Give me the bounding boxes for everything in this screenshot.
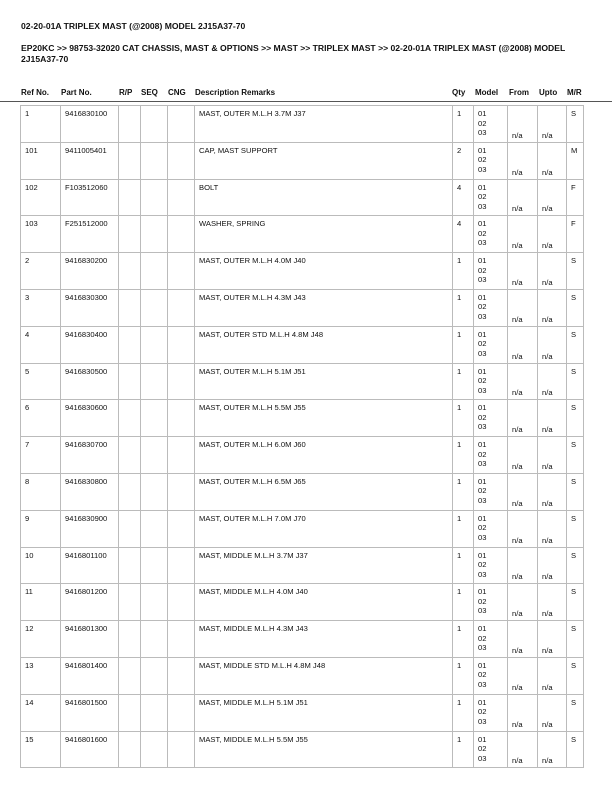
cell-desc: MAST, OUTER M.L.H 4.3M J43 bbox=[195, 289, 453, 326]
cell-rp bbox=[119, 400, 141, 437]
table-row bbox=[21, 253, 584, 290]
cell-rp bbox=[119, 179, 141, 216]
cell-from: n/a bbox=[508, 179, 538, 216]
cell-from: n/a bbox=[508, 289, 538, 326]
table-row bbox=[21, 106, 584, 143]
cell-mr: S bbox=[567, 657, 584, 694]
table-row bbox=[21, 547, 584, 584]
model-code: 01 bbox=[478, 366, 487, 376]
model-code: 01 bbox=[478, 292, 487, 302]
cell-from: n/a bbox=[508, 142, 538, 179]
cell-rp bbox=[119, 547, 141, 584]
cell-mr: S bbox=[567, 253, 584, 290]
cell-cng bbox=[168, 621, 195, 658]
model-code: 02 bbox=[478, 192, 487, 202]
cell-desc: MAST, OUTER M.L.H 7.0M J70 bbox=[195, 510, 453, 547]
cell-qty: 1 bbox=[453, 657, 474, 694]
cell-rp bbox=[119, 584, 141, 621]
cell-part: F251512000 bbox=[61, 216, 119, 253]
cell-qty: 2 bbox=[453, 142, 474, 179]
cell-rp bbox=[119, 363, 141, 400]
cell-from: n/a bbox=[508, 253, 538, 290]
cell-mr: F bbox=[567, 179, 584, 216]
cell-from: n/a bbox=[508, 584, 538, 621]
cell-ref: 13 bbox=[21, 657, 61, 694]
model-code: 01 bbox=[478, 734, 487, 744]
table-row bbox=[21, 731, 584, 768]
cell-upto: n/a bbox=[538, 547, 567, 584]
cell-upto: n/a bbox=[538, 106, 567, 143]
cell-mr: S bbox=[567, 510, 584, 547]
cell-model bbox=[474, 179, 508, 216]
cell-upto: n/a bbox=[538, 216, 567, 253]
cell-rp bbox=[119, 253, 141, 290]
model-code: 02 bbox=[478, 486, 487, 496]
cell-model bbox=[474, 657, 508, 694]
model-code: 01 bbox=[478, 587, 487, 597]
cell-cng bbox=[168, 326, 195, 363]
cell-from: n/a bbox=[508, 106, 538, 143]
model-code: 03 bbox=[478, 128, 487, 137]
model-code: 02 bbox=[478, 412, 487, 422]
cell-desc: MAST, MIDDLE M.L.H 5.5M J55 bbox=[195, 731, 453, 768]
cell-desc: WASHER, SPRING bbox=[195, 216, 453, 253]
cell-qty: 1 bbox=[453, 326, 474, 363]
cell-part: 9416801200 bbox=[61, 584, 119, 621]
page-title: 02-20-01A TRIPLEX MAST (@2008) MODEL 2J15A37-70 bbox=[21, 21, 246, 31]
cell-qty: 1 bbox=[453, 694, 474, 731]
cell-upto: n/a bbox=[538, 253, 567, 290]
cell-cng bbox=[168, 657, 195, 694]
model-code: 02 bbox=[478, 449, 487, 459]
cell-seq bbox=[141, 437, 168, 474]
cell-from: n/a bbox=[508, 437, 538, 474]
cell-mr: S bbox=[567, 694, 584, 731]
cell-model bbox=[474, 473, 508, 510]
col-seq: SEQ bbox=[141, 88, 158, 97]
table-row bbox=[21, 400, 584, 437]
cell-qty: 1 bbox=[453, 400, 474, 437]
cell-rp bbox=[119, 510, 141, 547]
model-code: 03 bbox=[478, 569, 487, 579]
cell-upto: n/a bbox=[538, 400, 567, 437]
table-row bbox=[21, 142, 584, 179]
cell-cng bbox=[168, 179, 195, 216]
col-desc: Description Remarks bbox=[195, 88, 276, 97]
cell-qty: 1 bbox=[453, 584, 474, 621]
cell-upto: n/a bbox=[538, 179, 567, 216]
table-row bbox=[21, 584, 584, 621]
breadcrumb: EP20KC >> 98753-32020 CAT CHASSIS, MAST & OPTIONS >> MAST >> TRIPLEX MAST >> 02-20-01A TRIPLEX MAST (@2008) MODEL 2J15A37-70 bbox=[21, 43, 566, 64]
cell-seq bbox=[141, 106, 168, 143]
cell-desc: MAST, OUTER M.L.H 4.0M J40 bbox=[195, 253, 453, 290]
model-code: 01 bbox=[478, 182, 487, 192]
cell-upto: n/a bbox=[538, 326, 567, 363]
cell-part: 9416801600 bbox=[61, 731, 119, 768]
table-row bbox=[21, 363, 584, 400]
cell-seq bbox=[141, 473, 168, 510]
cell-seq bbox=[141, 253, 168, 290]
cell-cng bbox=[168, 584, 195, 621]
cell-upto: n/a bbox=[538, 142, 567, 179]
cell-ref: 14 bbox=[21, 694, 61, 731]
cell-mr: S bbox=[567, 731, 584, 768]
cell-upto: n/a bbox=[538, 437, 567, 474]
cell-from: n/a bbox=[508, 400, 538, 437]
cell-qty: 1 bbox=[453, 253, 474, 290]
model-code: 01 bbox=[478, 256, 487, 266]
cell-rp bbox=[119, 142, 141, 179]
model-code: 02 bbox=[478, 560, 487, 570]
table-row bbox=[21, 216, 584, 253]
model-code: 01 bbox=[478, 624, 487, 634]
model-code: 03 bbox=[478, 238, 487, 248]
cell-model bbox=[474, 621, 508, 658]
table-row bbox=[21, 289, 584, 326]
model-code: 02 bbox=[478, 633, 487, 643]
model-code: 01 bbox=[478, 513, 487, 523]
table-header bbox=[0, 88, 612, 100]
table-row bbox=[21, 694, 584, 731]
cell-seq bbox=[141, 731, 168, 768]
cell-mr: S bbox=[567, 547, 584, 584]
cell-ref: 6 bbox=[21, 400, 61, 437]
cell-seq bbox=[141, 400, 168, 437]
header-divider bbox=[0, 101, 612, 102]
cell-cng bbox=[168, 253, 195, 290]
cell-model bbox=[474, 253, 508, 290]
cell-from: n/a bbox=[508, 547, 538, 584]
cell-model bbox=[474, 142, 508, 179]
cell-cng bbox=[168, 694, 195, 731]
cell-ref: 9 bbox=[21, 510, 61, 547]
model-code: 03 bbox=[478, 753, 487, 763]
col-cng: CNG bbox=[168, 88, 186, 97]
cell-desc: MAST, OUTER STD M.L.H 4.8M J48 bbox=[195, 326, 453, 363]
cell-ref: 103 bbox=[21, 216, 61, 253]
model-code: 01 bbox=[478, 219, 487, 229]
cell-mr: S bbox=[567, 289, 584, 326]
cell-seq bbox=[141, 179, 168, 216]
model-code: 01 bbox=[478, 550, 487, 560]
cell-cng bbox=[168, 400, 195, 437]
model-code: 02 bbox=[478, 376, 487, 386]
cell-qty: 1 bbox=[453, 106, 474, 143]
cell-rp bbox=[119, 326, 141, 363]
cell-upto: n/a bbox=[538, 510, 567, 547]
cell-mr: S bbox=[567, 621, 584, 658]
cell-qty: 4 bbox=[453, 179, 474, 216]
cell-ref: 3 bbox=[21, 289, 61, 326]
table-row bbox=[21, 326, 584, 363]
cell-qty: 1 bbox=[453, 437, 474, 474]
cell-upto: n/a bbox=[538, 657, 567, 694]
cell-upto: n/a bbox=[538, 289, 567, 326]
model-code: 02 bbox=[478, 523, 487, 533]
cell-seq bbox=[141, 547, 168, 584]
model-code: 01 bbox=[478, 109, 487, 118]
cell-mr: S bbox=[567, 363, 584, 400]
cell-qty: 1 bbox=[453, 473, 474, 510]
model-code: 03 bbox=[478, 422, 487, 432]
cell-cng bbox=[168, 106, 195, 143]
table-row bbox=[21, 179, 584, 216]
cell-qty: 1 bbox=[453, 289, 474, 326]
cell-mr: S bbox=[567, 584, 584, 621]
cell-model bbox=[474, 106, 508, 143]
cell-desc: MAST, MIDDLE M.L.H 3.7M J37 bbox=[195, 547, 453, 584]
cell-cng bbox=[168, 731, 195, 768]
cell-part: 9416830900 bbox=[61, 510, 119, 547]
model-code: 03 bbox=[478, 459, 487, 469]
cell-cng bbox=[168, 547, 195, 584]
cell-upto: n/a bbox=[538, 584, 567, 621]
col-qty: Qty bbox=[452, 88, 466, 97]
cell-seq bbox=[141, 216, 168, 253]
cell-rp bbox=[119, 289, 141, 326]
cell-seq bbox=[141, 363, 168, 400]
cell-qty: 4 bbox=[453, 216, 474, 253]
model-code: 02 bbox=[478, 596, 487, 606]
cell-ref: 4 bbox=[21, 326, 61, 363]
cell-upto: n/a bbox=[538, 363, 567, 400]
cell-rp bbox=[119, 657, 141, 694]
model-code: 03 bbox=[478, 643, 487, 653]
cell-seq bbox=[141, 289, 168, 326]
cell-part: 9416830800 bbox=[61, 473, 119, 510]
cell-seq bbox=[141, 657, 168, 694]
cell-model bbox=[474, 584, 508, 621]
table-row bbox=[21, 473, 584, 510]
col-ref: Ref No. bbox=[21, 88, 49, 97]
model-code: 02 bbox=[478, 265, 487, 275]
cell-part: 9416830300 bbox=[61, 289, 119, 326]
cell-part: 9416830500 bbox=[61, 363, 119, 400]
model-code: 03 bbox=[478, 385, 487, 395]
model-code: 01 bbox=[478, 329, 487, 339]
model-code: 02 bbox=[478, 339, 487, 349]
cell-part: 9411005401 bbox=[61, 142, 119, 179]
cell-model bbox=[474, 326, 508, 363]
cell-part: 9416801400 bbox=[61, 657, 119, 694]
col-mr: M/R bbox=[567, 88, 582, 97]
cell-qty: 1 bbox=[453, 547, 474, 584]
cell-part: 9416801500 bbox=[61, 694, 119, 731]
cell-part: 9416830400 bbox=[61, 326, 119, 363]
cell-mr: S bbox=[567, 106, 584, 143]
model-code: 03 bbox=[478, 201, 487, 211]
cell-cng bbox=[168, 216, 195, 253]
cell-rp bbox=[119, 731, 141, 768]
cell-seq bbox=[141, 142, 168, 179]
cell-mr: S bbox=[567, 473, 584, 510]
cell-ref: 12 bbox=[21, 621, 61, 658]
cell-seq bbox=[141, 584, 168, 621]
cell-rp bbox=[119, 216, 141, 253]
cell-cng bbox=[168, 289, 195, 326]
cell-ref: 102 bbox=[21, 179, 61, 216]
cell-mr: S bbox=[567, 326, 584, 363]
cell-model bbox=[474, 437, 508, 474]
model-code: 03 bbox=[478, 716, 487, 726]
cell-from: n/a bbox=[508, 510, 538, 547]
cell-from: n/a bbox=[508, 326, 538, 363]
col-from: From bbox=[509, 88, 529, 97]
cell-model bbox=[474, 547, 508, 584]
model-code: 01 bbox=[478, 145, 487, 155]
cell-rp bbox=[119, 106, 141, 143]
cell-model bbox=[474, 400, 508, 437]
model-code: 02 bbox=[478, 670, 487, 680]
cell-from: n/a bbox=[508, 657, 538, 694]
cell-cng bbox=[168, 142, 195, 179]
cell-ref: 2 bbox=[21, 253, 61, 290]
cell-seq bbox=[141, 326, 168, 363]
cell-qty: 1 bbox=[453, 510, 474, 547]
cell-part: 9416830600 bbox=[61, 400, 119, 437]
cell-qty: 1 bbox=[453, 731, 474, 768]
cell-from: n/a bbox=[508, 473, 538, 510]
model-code: 01 bbox=[478, 403, 487, 413]
cell-model bbox=[474, 694, 508, 731]
cell-cng bbox=[168, 437, 195, 474]
model-code: 03 bbox=[478, 606, 487, 616]
cell-part: 9416801100 bbox=[61, 547, 119, 584]
cell-upto: n/a bbox=[538, 731, 567, 768]
model-code: 03 bbox=[478, 495, 487, 505]
cell-ref: 5 bbox=[21, 363, 61, 400]
col-model: Model bbox=[475, 88, 499, 97]
parts-table bbox=[20, 105, 584, 768]
cell-desc: MAST, OUTER M.L.H 3.7M J37 bbox=[195, 106, 453, 143]
cell-mr: S bbox=[567, 400, 584, 437]
cell-desc: MAST, OUTER M.L.H 6.0M J60 bbox=[195, 437, 453, 474]
cell-desc: BOLT bbox=[195, 179, 453, 216]
cell-rp bbox=[119, 694, 141, 731]
cell-desc: MAST, MIDDLE STD M.L.H 4.8M J48 bbox=[195, 657, 453, 694]
model-code: 02 bbox=[478, 302, 487, 312]
cell-from: n/a bbox=[508, 216, 538, 253]
cell-seq bbox=[141, 621, 168, 658]
table-row bbox=[21, 621, 584, 658]
cell-cng bbox=[168, 363, 195, 400]
cell-seq bbox=[141, 694, 168, 731]
cell-ref: 101 bbox=[21, 142, 61, 179]
cell-mr: M bbox=[567, 142, 584, 179]
cell-mr: F bbox=[567, 216, 584, 253]
model-code: 02 bbox=[478, 744, 487, 754]
model-code: 01 bbox=[478, 697, 487, 707]
cell-qty: 1 bbox=[453, 621, 474, 658]
cell-desc: MAST, MIDDLE M.L.H 4.3M J43 bbox=[195, 621, 453, 658]
cell-model bbox=[474, 289, 508, 326]
cell-from: n/a bbox=[508, 694, 538, 731]
cell-part: 9416830100 bbox=[61, 106, 119, 143]
model-code: 02 bbox=[478, 707, 487, 717]
cell-desc: MAST, OUTER M.L.H 5.5M J55 bbox=[195, 400, 453, 437]
cell-part: F103512060 bbox=[61, 179, 119, 216]
cell-desc: MAST, OUTER M.L.H 6.5M J65 bbox=[195, 473, 453, 510]
table-row bbox=[21, 657, 584, 694]
model-code: 03 bbox=[478, 679, 487, 689]
col-rp: R/P bbox=[119, 88, 133, 97]
model-code: 03 bbox=[478, 275, 487, 285]
cell-upto: n/a bbox=[538, 473, 567, 510]
cell-cng bbox=[168, 473, 195, 510]
cell-from: n/a bbox=[508, 731, 538, 768]
cell-rp bbox=[119, 473, 141, 510]
cell-upto: n/a bbox=[538, 694, 567, 731]
cell-ref: 11 bbox=[21, 584, 61, 621]
col-part: Part No. bbox=[61, 88, 92, 97]
cell-model bbox=[474, 731, 508, 768]
model-code: 03 bbox=[478, 532, 487, 542]
cell-from: n/a bbox=[508, 621, 538, 658]
cell-seq bbox=[141, 510, 168, 547]
cell-upto: n/a bbox=[538, 621, 567, 658]
cell-model bbox=[474, 510, 508, 547]
cell-ref: 1 bbox=[21, 106, 61, 143]
cell-ref: 10 bbox=[21, 547, 61, 584]
cell-ref: 7 bbox=[21, 437, 61, 474]
model-code: 02 bbox=[478, 228, 487, 238]
cell-from: n/a bbox=[508, 363, 538, 400]
model-code: 01 bbox=[478, 476, 487, 486]
cell-rp bbox=[119, 621, 141, 658]
cell-part: 9416830700 bbox=[61, 437, 119, 474]
cell-desc: MAST, MIDDLE M.L.H 4.0M J40 bbox=[195, 584, 453, 621]
cell-ref: 15 bbox=[21, 731, 61, 768]
cell-qty: 1 bbox=[453, 363, 474, 400]
model-code: 01 bbox=[478, 660, 487, 670]
cell-desc: MAST, OUTER M.L.H 5.1M J51 bbox=[195, 363, 453, 400]
cell-model bbox=[474, 216, 508, 253]
cell-mr: S bbox=[567, 437, 584, 474]
col-upto: Upto bbox=[539, 88, 558, 97]
cell-part: 9416801300 bbox=[61, 621, 119, 658]
cell-part: 9416830200 bbox=[61, 253, 119, 290]
cell-model bbox=[474, 363, 508, 400]
model-code: 02 bbox=[478, 155, 487, 165]
model-code: 01 bbox=[478, 440, 487, 450]
table-row bbox=[21, 510, 584, 547]
cell-desc: MAST, MIDDLE M.L.H 5.1M J51 bbox=[195, 694, 453, 731]
cell-cng bbox=[168, 510, 195, 547]
model-code: 03 bbox=[478, 348, 487, 358]
model-code: 02 bbox=[478, 118, 487, 128]
cell-desc: CAP, MAST SUPPORT bbox=[195, 142, 453, 179]
model-code: 03 bbox=[478, 311, 487, 321]
model-code: 03 bbox=[478, 164, 487, 174]
cell-ref: 8 bbox=[21, 473, 61, 510]
table-row bbox=[21, 437, 584, 474]
cell-rp bbox=[119, 437, 141, 474]
